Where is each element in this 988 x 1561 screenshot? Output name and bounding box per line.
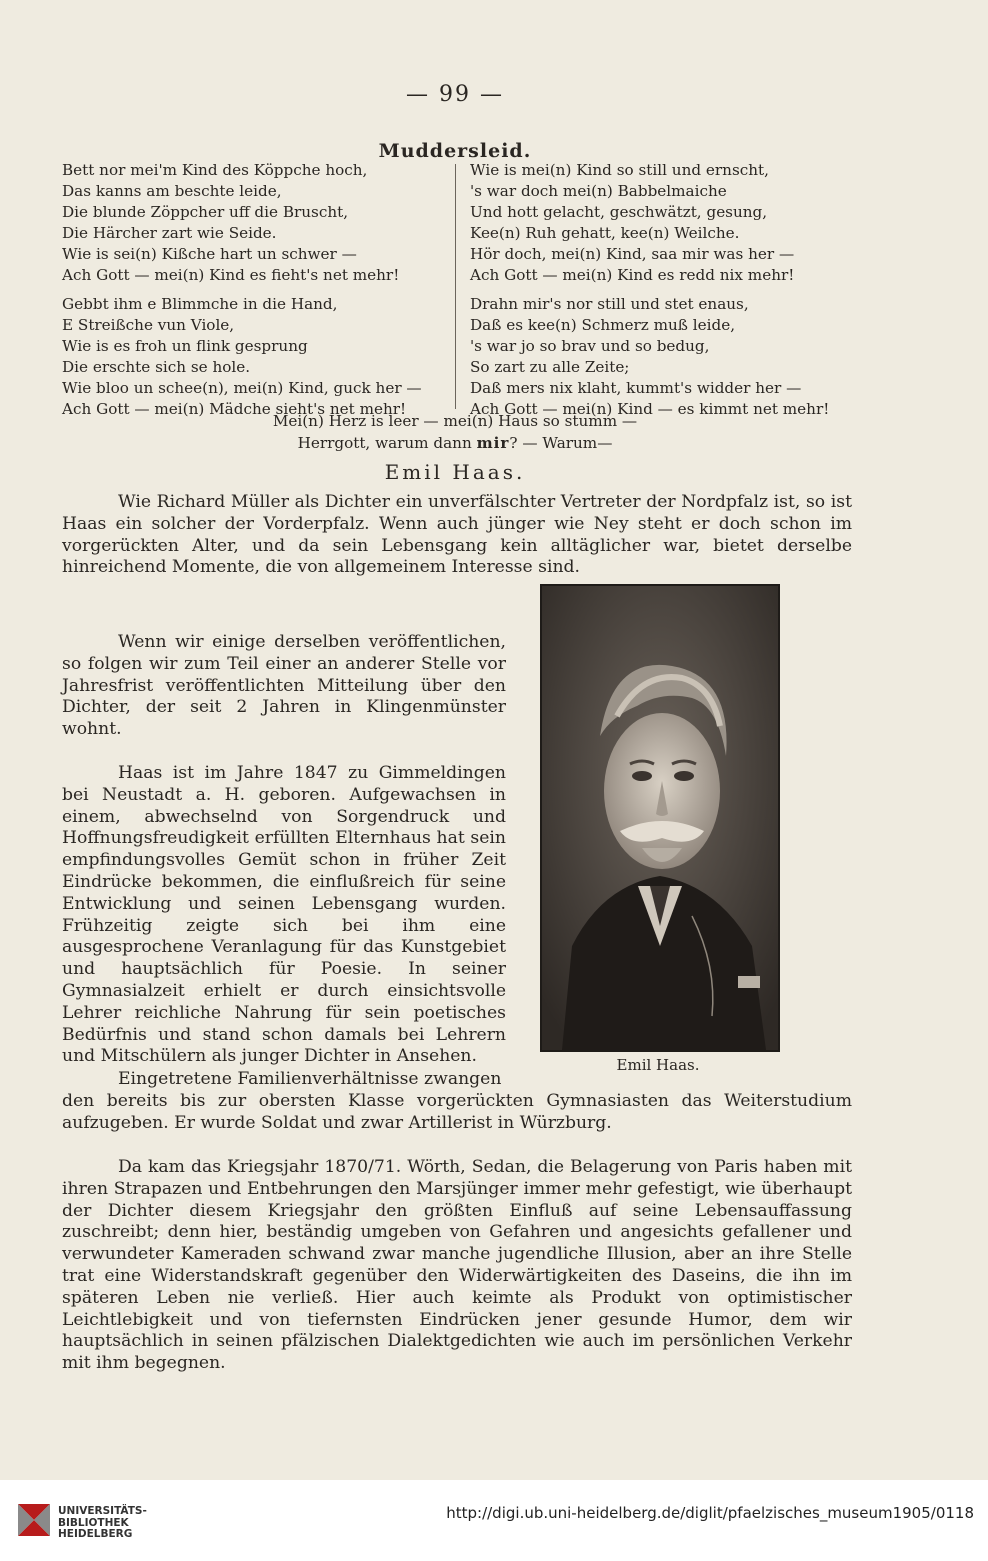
portrait-photo [540, 584, 780, 1052]
verse-line: Die Härcher zart wie Seide. [62, 224, 277, 242]
photo-caption: Emil Haas. [616, 1056, 700, 1074]
verse-line: Hör doch, mei(n) Kind, saa mir was her — [470, 245, 795, 263]
portrait-image [542, 586, 778, 1050]
verse-line: E Streißche vun Viole, [62, 316, 235, 334]
poem-left-column [62, 160, 422, 428]
paragraph [62, 492, 852, 579]
verse-line: So zart zu alle Zeite; [470, 358, 630, 376]
paragraph-text: Da kam das Kriegsjahr 1870/71. Wörth, Sedan, die Belagerung von Paris haben mit ihren Strapazen und Entbehrungen den Marsjünger immer mehr gefestigt, wie überhaupt der Dichter diesem Kriegsjahr den größten Einfluß auf seine Lebensauffassung zuschreibt; denn hier, beständig umgeben von Gefahren und angesichts gefallener und verwundeter Kameraden schwand zwar manche jugendliche Illusion, aber an ihre Stelle trat eine Widerstandskraft gegenüber den Widerwärtigkeiten des Daseins, die ihn im späteren Leben nie verließ. Hier auch keimte als Produkt von optimistischer Leichtlebigkeit und von tiefernsten Eindrücken jener gesunde Humor, dem wir hauptsächlich in seinen pfälzischen Dialektgedichten wie auch im persönlichen Verkehr mit ihm begegnen. [62, 1157, 852, 1374]
verse-line: Wie is mei(n) Kind so still und ernscht, [470, 161, 769, 179]
page-number: — 99 — [406, 82, 504, 107]
verse-line: Ach Gott — mei(n) Kind es redd nix mehr! [470, 266, 795, 284]
verse-line: 's war jo so brav und so bedug, [470, 337, 710, 355]
emphasis: mir [476, 434, 510, 452]
verse-line: Daß mers nix klaht, kummt's widder her — [470, 379, 802, 397]
verse-line: Wie is sei(n) Kißche hart un schwer — [62, 245, 357, 263]
verse-line: Bett nor mei'm Kind des Köppche hoch, [62, 161, 368, 179]
footer-bar [0, 1480, 988, 1561]
poem-closing [0, 410, 910, 454]
verse-line: Das kanns am beschte leide, [62, 182, 282, 200]
verse-line: 's war doch mei(n) Babbelmaiche [470, 182, 727, 200]
paragraph-text: Eingetretene Familienverhältnisse zwangen [118, 1069, 502, 1089]
poem-title: Muddersleid. [378, 140, 532, 162]
poem-right-column [470, 160, 829, 428]
verse-line: Ach Gott — mei(n) Mädche sieht's net mehr! [62, 400, 407, 418]
paragraph-text: den bereits bis zur obersten Klasse vorgerückten Gymnasiasten das Weiterstudium aufzugeben. Er wurde Soldat und zwar Artillerist in Würzburg. [62, 1091, 852, 1133]
verse-line: Die erschte sich se hole. [62, 358, 251, 376]
verse-line: Gebbt ihm e Blimmche in die Hand, [62, 295, 338, 313]
paragraph [62, 632, 506, 741]
column-divider [455, 164, 456, 409]
section-heading: Emil Haas. [384, 460, 526, 484]
verse-line: Ach Gott — mei(n) Kind — es kimmt net mehr! [470, 400, 830, 418]
verse-line: Wie bloo un schee(n), mei(n) Kind, guck her — [62, 379, 422, 397]
paragraph [62, 763, 506, 1068]
paragraph-text: Wie Richard Müller als Dichter ein unverfälschter Vertreter der Nordpfalz ist, so ist Haas ein solcher der Vorderpfalz. Wenn auch jünger wie Ney steht er doch schon im vorgerückten Alter, und da sein Lebensgang kein alltäglicher war, bietet derselbe hinreichend Momente, die von allgemeinem Interesse sind. [62, 492, 852, 578]
library-name: UNIVERSITÄTS- BIBLIOTHEK HEIDELBERG [58, 1505, 147, 1540]
verse-line: Ach Gott — mei(n) Kind es fieht's net mehr! [62, 266, 400, 284]
paragraph [62, 1157, 852, 1375]
poem-stanza [62, 160, 422, 286]
verse-line: Drahn mir's nor still und stet enaus, [470, 295, 749, 313]
library-logo-icon [16, 1502, 52, 1538]
verse-line: Daß es kee(n) Schmerz muß leide, [470, 316, 736, 334]
verse-line: Wie is es froh un flink gesprung [62, 337, 308, 355]
paragraph-text: Wenn wir einige derselben veröffentlichen, so folgen wir zum Teil einer an anderer Stelle vor Jahresfrist veröffentlichten Mitteilung über den Dichter, der seit 2 Jahren in Klingenmünster wohnt. [62, 632, 506, 740]
poem-stanza [470, 160, 829, 286]
source-url-link[interactable]: http://digi.ub.uni-heidelberg.de/diglit/pfaelzisches_museum1905/0118 [446, 1504, 974, 1522]
verse-line: Kee(n) Ruh gehatt, kee(n) Weilche. [470, 224, 740, 242]
closing-line-2: Herrgott, warum dann mir? — Warum— [297, 434, 613, 452]
paragraph [62, 1069, 506, 1091]
closing-line-1: Mei(n) Herz is leer — mei(n) Haus so stumm — [272, 412, 638, 430]
paragraph [62, 1091, 852, 1135]
poem-stanza [470, 294, 829, 420]
poem-stanza [62, 294, 422, 420]
verse-line: Und hott gelacht, geschwätzt, gesung, [470, 203, 768, 221]
verse-line: Die blunde Zöppcher uff die Bruscht, [62, 203, 349, 221]
paragraph-text: Haas ist im Jahre 1847 zu Gimmeldingen bei Neustadt a. H. geboren. Aufgewachsen in einem, abwechselnd von Sorgendruck und Hoffnungsfreudigkeit erfüllten Elternhaus hat sein empfindungsvolles Gemüt schon in früher Zeit Eindrücke bekommen, die einflußreich für seine Entwicklung und seinen Lebensgang wurden. Frühzeitig zeigte sich bei ihm eine ausgesprochene Veranlagung für das Kunstgebiet und hauptsächlich für Poesie. In seiner Gymnasialzeit erhielt er durch einsichtsvolle Lehrer reichliche Nahrung für sein poetisches Bedürfnis und stand schon damals bei Lehrern und Mitschülern als junger Dichter in Ansehen. [62, 763, 506, 1067]
